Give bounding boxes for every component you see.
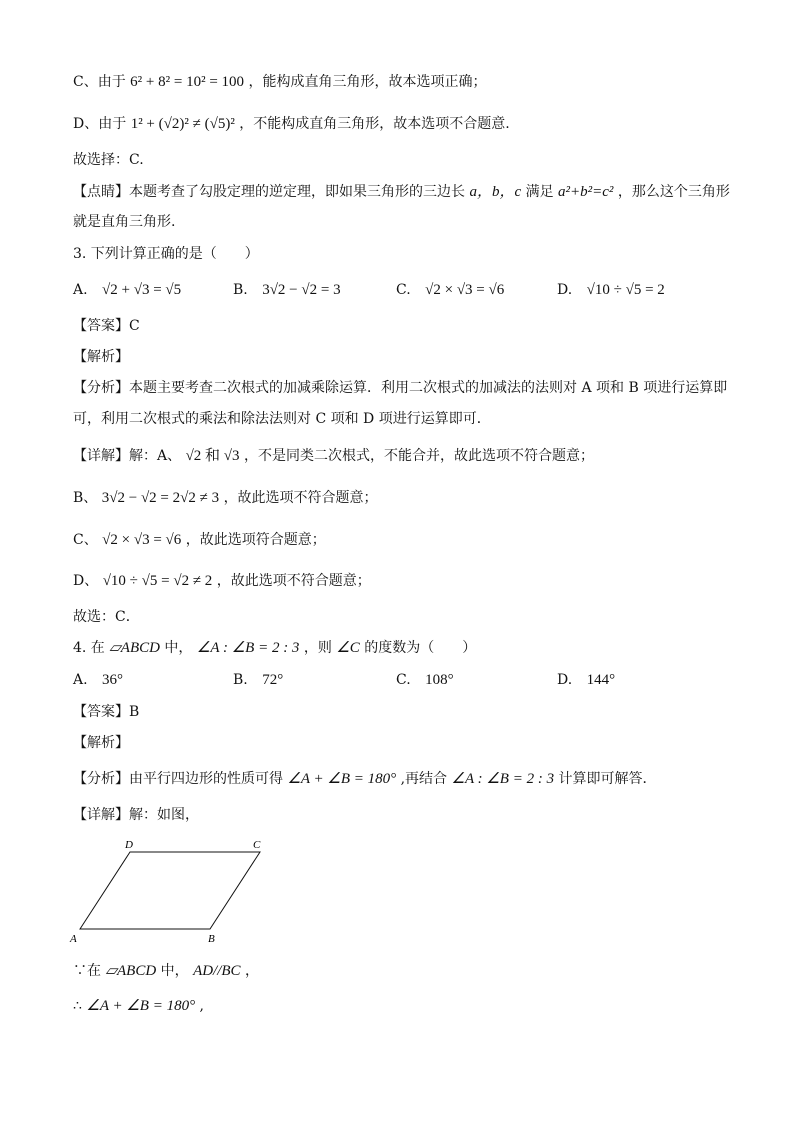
q4-detail: 【详解】解：如图， bbox=[73, 807, 199, 823]
d-statement-math: 1² + (√2)² ≠ (√5)² bbox=[130, 116, 235, 132]
q4-option-d bbox=[557, 670, 615, 690]
d-statement-prefix: D、由于 bbox=[73, 116, 127, 132]
q3-detail-d-pre: D、 bbox=[73, 573, 99, 589]
q4-analysis-line bbox=[73, 769, 657, 789]
comment-line-2: 就是直角三角形. bbox=[73, 214, 176, 230]
q3-choose: 故选：C． bbox=[73, 609, 140, 625]
q4-analysis-a: 【分析】由平行四边形的性质可得 bbox=[73, 771, 283, 787]
q4-option-a-value: 36° bbox=[102, 672, 124, 688]
c-statement-prefix: C、由于 bbox=[73, 74, 126, 90]
q3-option-c-expr: √2 × √3 = √6 bbox=[425, 282, 505, 298]
q4-because-parallel: AD//BC bbox=[193, 963, 241, 979]
q3-option-b-label: B. bbox=[233, 282, 248, 298]
q4-answer: 【答案】B bbox=[73, 704, 140, 720]
q3-detail-d-math: √10 ÷ √5 = √2 ≠ 2 bbox=[102, 573, 213, 589]
q4-option-a bbox=[73, 670, 123, 690]
q4-stem-ratio: ∠A : ∠B = 2 : 3 bbox=[196, 640, 300, 656]
q4-option-a-label: A. bbox=[73, 672, 88, 688]
q4-analysis-ratio: ∠A : ∠B = 2 : 3 bbox=[451, 771, 555, 787]
q3-analysis-head: 【解析】 bbox=[73, 349, 129, 365]
q3-answer: 【答案】C bbox=[73, 318, 140, 334]
q4-option-c-value: 108° bbox=[425, 672, 454, 688]
vertex-label-d: D bbox=[125, 839, 133, 851]
q3-option-a bbox=[73, 280, 181, 300]
comment-abc: a，b，c bbox=[469, 184, 522, 200]
vertex-label-c: C bbox=[253, 839, 261, 851]
q4-stem-angle-c: ∠C bbox=[336, 640, 360, 656]
q3-option-a-label: A. bbox=[73, 282, 88, 298]
q3-detail-d bbox=[73, 571, 371, 591]
q3-detail-b-math: 3√2 − √2 = 2√2 ≠ 3 bbox=[101, 490, 220, 506]
q4-therefore-math: ∠A + ∠B = 180° bbox=[86, 998, 196, 1014]
q3-analysis-line-2: 可，利用二次根式的乘法和除法法则对 C 项和 D 项进行运算即可． bbox=[73, 411, 491, 427]
q3-option-d bbox=[557, 280, 665, 300]
q3-detail-d-post: ，故此选项不符合题意； bbox=[216, 573, 371, 589]
d-statement-line bbox=[73, 114, 510, 134]
q3-option-c-label: C. bbox=[396, 282, 411, 298]
q4-option-c-label: C. bbox=[396, 672, 411, 688]
q3-stem: 3. 下列计算正确的是（ ） bbox=[73, 246, 259, 262]
q3-analysis-line-1: 【分析】本题主要考查二次根式的加减乘除运算．利用二次根式的加减法的法则对 A 项和 B 项进行运算即 bbox=[73, 380, 728, 396]
q3-detail-a bbox=[73, 446, 594, 466]
choose-prev: 故选择：C. bbox=[73, 152, 144, 168]
q4-option-d-value: 144° bbox=[586, 672, 616, 688]
q3-detail-c-post: ，故此选项符合题意； bbox=[185, 532, 326, 548]
comment-equation: a²+b²=c² bbox=[558, 184, 614, 200]
q3-detail-b bbox=[73, 488, 378, 508]
q4-stem-parallelogram: ▱ABCD bbox=[109, 640, 160, 656]
q3-option-b bbox=[233, 280, 341, 300]
q4-analysis-head: 【解析】 bbox=[73, 735, 129, 751]
q4-because-c: ， bbox=[245, 963, 260, 979]
vertex-label-b: B bbox=[208, 933, 215, 945]
q3-option-d-label: D. bbox=[557, 282, 573, 298]
q4-option-c bbox=[396, 670, 454, 690]
q3-option-b-expr: 3√2 − √2 = 3 bbox=[262, 282, 341, 298]
c-statement-suffix: ，能构成直角三角形，故本选项正确； bbox=[248, 74, 487, 90]
q4-option-b bbox=[233, 670, 283, 690]
vertex-label-a: A bbox=[70, 933, 77, 945]
comment-line-1 bbox=[73, 182, 730, 202]
q3-detail-a-math: √2 和 √3 bbox=[185, 448, 240, 464]
c-statement-line bbox=[73, 72, 487, 92]
q4-option-b-value: 72° bbox=[262, 672, 284, 688]
q4-option-b-label: B. bbox=[233, 672, 248, 688]
c-statement-math: 6² + 8² = 10² = 100 bbox=[130, 74, 245, 90]
q3-detail-c-pre: C、 bbox=[73, 532, 98, 548]
parallelogram-shape bbox=[80, 852, 260, 929]
d-statement-suffix: ，不能构成直角三角形，故本选项不合题意. bbox=[239, 116, 510, 132]
q3-detail-a-post: ，不是同类二次根式，不能合并，故此选项不符合题意； bbox=[244, 448, 594, 464]
q4-stem-d: 的度数为（ ） bbox=[364, 640, 477, 656]
parallelogram-figure bbox=[68, 836, 278, 948]
q4-analysis-b: ,再结合 bbox=[400, 771, 448, 787]
q3-detail-b-post: ，故此选项不符合题意； bbox=[223, 490, 378, 506]
q4-therefore-symbol: ∴ bbox=[73, 998, 82, 1014]
q4-stem bbox=[73, 638, 476, 658]
q3-option-c bbox=[396, 280, 504, 300]
comment-text-c: ，那么这个三角形 bbox=[617, 184, 730, 200]
q3-detail-b-pre: B、 bbox=[73, 490, 98, 506]
comment-text-b: 满足 bbox=[525, 184, 554, 200]
q3-detail-c bbox=[73, 530, 326, 550]
q4-because-line bbox=[73, 961, 259, 981]
q4-stem-b: 中， bbox=[164, 640, 193, 656]
q4-therefore-line bbox=[73, 996, 204, 1016]
q4-because-a: ∵在 bbox=[73, 963, 101, 979]
q4-because-parallelogram: ▱ABCD bbox=[105, 963, 157, 979]
q3-option-d-expr: √10 ÷ √5 = 2 bbox=[586, 282, 665, 298]
comment-text-a: 【点睛】本题考查了勾股定理的逆定理，即如果三角形的三边长 bbox=[73, 184, 465, 200]
q4-option-d-label: D. bbox=[557, 672, 573, 688]
q4-analysis-c: 计算即可解答． bbox=[558, 771, 657, 787]
q4-because-b: 中， bbox=[160, 963, 189, 979]
q4-stem-a: 4. 在 bbox=[73, 640, 105, 656]
q4-therefore-comma: , bbox=[199, 998, 204, 1014]
q3-option-a-expr: √2 + √3 = √5 bbox=[102, 282, 182, 298]
q3-detail-a-pre: 【详解】解：A、 bbox=[73, 448, 182, 464]
q4-analysis-sum: ∠A + ∠B = 180° bbox=[287, 771, 397, 787]
q4-stem-c: ，则 bbox=[303, 640, 332, 656]
q3-detail-c-math: √2 × √3 = √6 bbox=[102, 532, 182, 548]
